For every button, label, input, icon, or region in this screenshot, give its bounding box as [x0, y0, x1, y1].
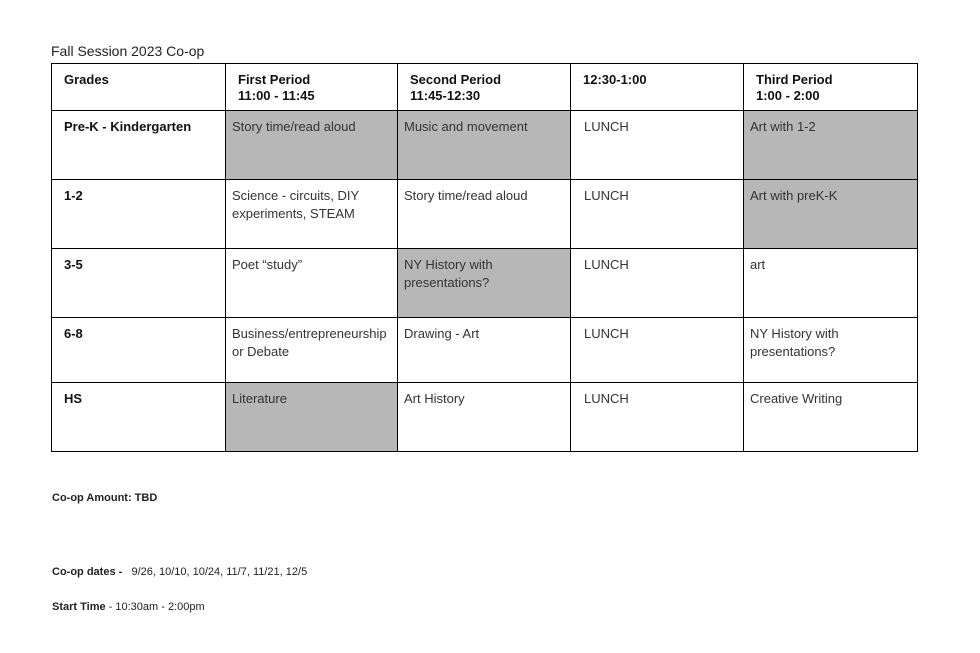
first-period-cell: Business/entrepreneurship or Debate [226, 318, 398, 383]
third-period-cell: Creative Writing [744, 383, 918, 452]
header-third-period [744, 64, 918, 111]
third-period-cell: Art with 1-2 [744, 111, 918, 180]
header-lunch-time-label: 12:30-1:00 [583, 72, 647, 87]
lunch-cell: LUNCH [571, 249, 744, 318]
coop-amount-line [52, 492, 157, 504]
coop-dates-value: 9/26, 10/10, 10/24, 11/7, 11/21, 12/5 [125, 566, 308, 578]
coop-amount-label: Co-op Amount: TBD [52, 492, 158, 504]
start-time-line [52, 601, 205, 613]
first-period-cell: Poet “study” [226, 249, 398, 318]
header-second-period-label: Second Period [410, 72, 502, 87]
schedule-table [51, 63, 918, 452]
second-period-cell: Music and movement [398, 111, 571, 180]
lunch-cell: LUNCH [571, 318, 744, 383]
third-period-cell: NY History with presentations? [744, 318, 918, 383]
grade-cell: 6-8 [52, 318, 226, 383]
header-third-period-label: Third Period [756, 72, 833, 87]
lunch-cell: LUNCH [571, 383, 744, 452]
table-header-row [52, 64, 918, 111]
header-grades [52, 64, 226, 111]
first-period-cell: Literature [226, 383, 398, 452]
header-first-period [226, 64, 398, 111]
start-time-label: Start Time [52, 601, 106, 613]
second-period-cell: NY History with presentations? [398, 249, 571, 318]
header-first-period-time: 11:00 - 11:45 [238, 88, 315, 103]
start-time-value: - 10:30am - 2:00pm [105, 601, 205, 613]
table-row [52, 383, 918, 452]
third-period-cell: Art with preK-K [744, 180, 918, 249]
first-period-cell: Science - circuits, DIY experiments, STEAM [226, 180, 398, 249]
header-first-period-label: First Period [238, 72, 311, 87]
first-period-cell: Story time/read aloud [226, 111, 398, 180]
table-row [52, 180, 918, 249]
grade-cell: 3-5 [52, 249, 226, 318]
second-period-cell: Drawing - Art [398, 318, 571, 383]
coop-dates-line [52, 566, 307, 578]
grade-cell: Pre-K - Kindergarten [52, 111, 226, 180]
third-period-cell: art [744, 249, 918, 318]
document-title: Fall Session 2023 Co-op [51, 43, 205, 59]
table-row [52, 111, 918, 180]
header-second-period [398, 64, 571, 111]
coop-dates-label: Co-op dates - [52, 566, 126, 578]
second-period-cell: Story time/read aloud [398, 180, 571, 249]
lunch-cell: LUNCH [571, 111, 744, 180]
header-grades-label: Grades [64, 72, 109, 87]
header-lunch-time [571, 64, 744, 111]
lunch-cell: LUNCH [571, 180, 744, 249]
grade-cell: 1-2 [52, 180, 226, 249]
table-row [52, 249, 918, 318]
header-second-period-time: 11:45-12:30 [410, 88, 481, 103]
header-third-period-time: 1:00 - 2:00 [756, 88, 820, 103]
grade-cell: HS [52, 383, 226, 452]
second-period-cell: Art History [398, 383, 571, 452]
table-row [52, 318, 918, 383]
